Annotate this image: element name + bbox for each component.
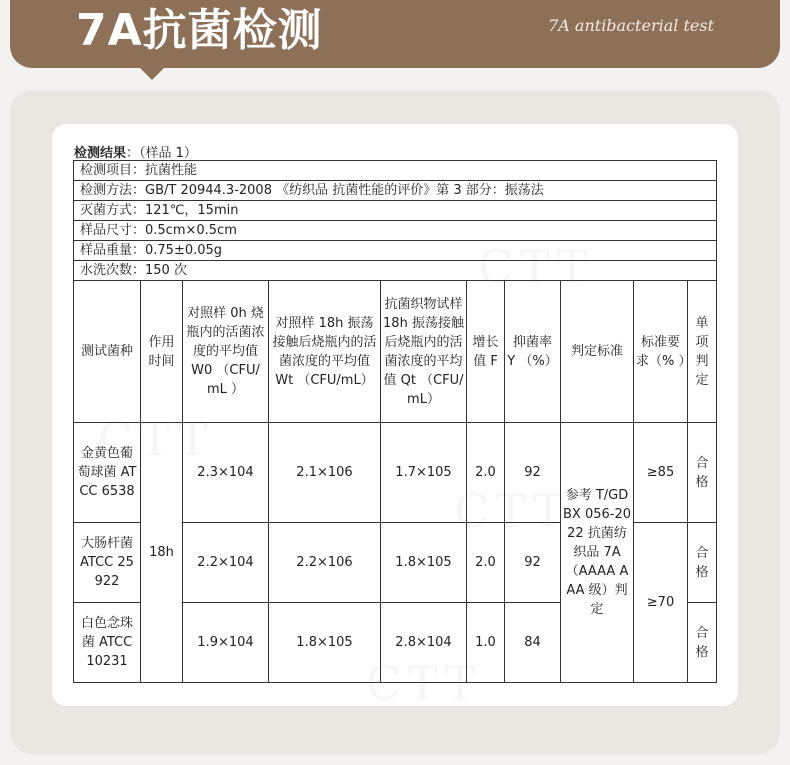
strain-cell: 金黄色葡萄球菌 ATCC 6538 xyxy=(74,423,141,523)
verdict-cell: 合格 xyxy=(688,603,717,683)
criterion-cell: 参考 T/GDBX 056-2022 抗菌纺织品 7A （AAAA AAA 级）判定 xyxy=(561,423,634,683)
wt-cell: 1.8×105 xyxy=(269,603,381,683)
info-row: 样品尺寸：0.5cm×0.5cm xyxy=(74,221,717,241)
requirement-cell: ≥85 xyxy=(634,423,688,523)
result-heading xyxy=(74,142,197,161)
column-header: 增长值 F xyxy=(467,281,505,423)
strain-cell: 白色念珠菌 ATCC 10231 xyxy=(74,603,141,683)
result-sample: ：（样品 1） xyxy=(126,146,197,161)
column-header: 单项判定 xyxy=(688,281,717,423)
y-cell: 84 xyxy=(505,603,561,683)
wt-cell: 2.2×106 xyxy=(269,523,381,603)
column-header: 标准要求（% ） xyxy=(634,281,688,423)
wt-cell: 2.1×106 xyxy=(269,423,381,523)
time-cell: 18h xyxy=(141,423,183,683)
info-row: 检测项目：抗菌性能 xyxy=(74,161,717,181)
banner-notch xyxy=(138,66,166,80)
qt-cell: 1.8×105 xyxy=(381,523,467,603)
column-header: 作用时间 xyxy=(141,281,183,423)
result-label: 检测结果 xyxy=(74,146,127,161)
table-row xyxy=(74,423,717,523)
info-row: 灭菌方式：121℃，15min xyxy=(74,201,717,221)
header-banner xyxy=(10,0,780,68)
verdict-cell: 合格 xyxy=(688,423,717,523)
qt-cell: 2.8×104 xyxy=(381,603,467,683)
page-title: 7A抗菌检测 xyxy=(76,5,323,56)
column-header: 抗菌织物试样 18h 振荡接触后烧瓶内的活菌浓度的平均值 Qt （CFU/mL） xyxy=(381,281,467,423)
info-row: 检测方法：GB/T 20944.3-2008 《纺织品 抗菌性能的评价》第 3 部分：振荡法 xyxy=(74,181,717,201)
qt-cell: 1.7×105 xyxy=(381,423,467,523)
verdict-cell: 合格 xyxy=(688,523,717,603)
column-header: 测试菌种 xyxy=(74,281,141,423)
w0-cell: 2.3×104 xyxy=(183,423,269,523)
column-header: 抑菌率 Y （%） xyxy=(505,281,561,423)
requirement-cell: ≥70 xyxy=(634,523,688,683)
w0-cell: 2.2×104 xyxy=(183,523,269,603)
y-cell: 92 xyxy=(505,523,561,603)
strain-cell: 大肠杆菌 ATCC 25922 xyxy=(74,523,141,603)
column-header: 对照样 18h 振荡接触后烧瓶内的活菌浓度的平均值 Wt （CFU/mL） xyxy=(269,281,381,423)
info-row: 样品重量：0.75±0.05g xyxy=(74,241,717,261)
column-header: 对照样 0h 烧瓶内的活菌浓度的平均值 W0 （CFU/mL ） xyxy=(183,281,269,423)
page-subtitle: 7A antibacterial test xyxy=(548,16,714,35)
test-result-table xyxy=(73,160,717,683)
y-cell: 92 xyxy=(505,423,561,523)
f-cell: 2.0 xyxy=(467,523,505,603)
w0-cell: 1.9×104 xyxy=(183,603,269,683)
column-header: 判定标准 xyxy=(561,281,634,423)
info-row: 水洗次数：150 次 xyxy=(74,261,717,281)
f-cell: 2.0 xyxy=(467,423,505,523)
f-cell: 1.0 xyxy=(467,603,505,683)
